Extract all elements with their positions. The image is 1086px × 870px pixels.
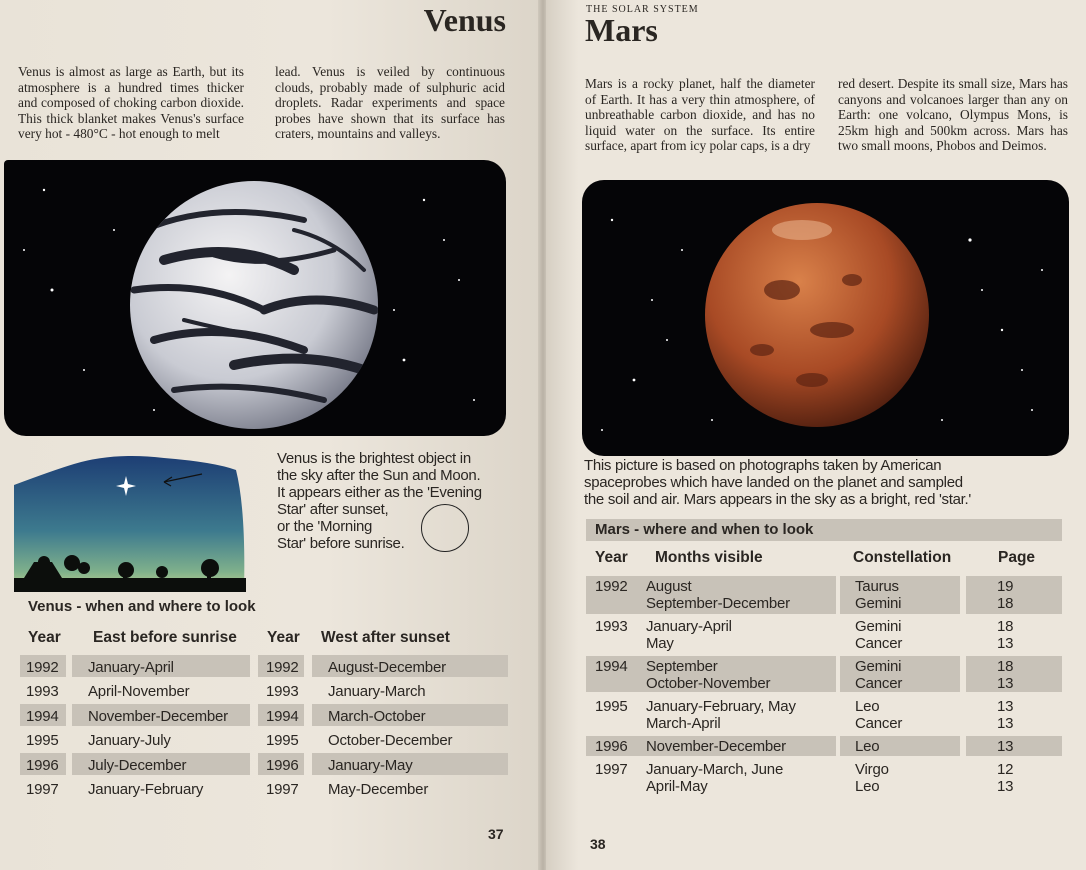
venus-year-west: 1994 xyxy=(266,708,299,725)
venus-photo xyxy=(4,160,506,436)
mars-page-ref: 19 xyxy=(997,578,1014,595)
mars-year: 1997 xyxy=(595,761,628,778)
mars-year: 1994 xyxy=(595,658,628,675)
venus-west-months: March-October xyxy=(328,708,426,725)
mars-page-ref: 18 xyxy=(997,595,1014,612)
mars-col-months: Months visible xyxy=(655,549,763,566)
mars-constellation: Leo xyxy=(855,738,880,755)
venus-east-months: January-April xyxy=(88,659,174,676)
venus-caption-line: It appears either as the 'Evening xyxy=(277,484,482,501)
venus-year-west: 1997 xyxy=(266,781,299,798)
venus-col-west: West after sunset xyxy=(321,629,450,646)
mars-year: 1993 xyxy=(595,618,628,635)
mars-intro-col1: Mars is a rocky planet, half the diameter of Earth. It has a very thin atmosphere, of unbreathable carbon dioxide, and has no liquid water on the surface. Its entire surface, apart from icy polar caps, is a dry xyxy=(585,76,815,153)
mars-caption xyxy=(584,457,1064,508)
venus-year-east: 1993 xyxy=(26,683,59,700)
mars-page-ref: 13 xyxy=(997,778,1014,795)
mars-page xyxy=(546,0,1086,870)
venus-east-months: July-December xyxy=(88,757,187,774)
mars-year: 1995 xyxy=(595,698,628,715)
mars-page-ref: 13 xyxy=(997,698,1014,715)
venus-caption-line: Star' after sunset, xyxy=(277,501,389,518)
venus-year-west: 1995 xyxy=(266,732,299,749)
venus-year-west: 1993 xyxy=(266,683,299,700)
mars-months: November-December xyxy=(646,738,786,755)
mars-constellation: Cancer xyxy=(855,635,903,652)
mars-caption-line: This picture is based on photographs taken by American xyxy=(584,457,942,474)
mars-months: October-November xyxy=(646,675,771,692)
mars-caption-line: spaceprobes which have landed on the planet and sampled xyxy=(584,474,963,491)
venus-year-east: 1992 xyxy=(26,659,59,676)
mars-table-title: Mars - where and when to look xyxy=(595,521,814,538)
venus-year-east: 1997 xyxy=(26,781,59,798)
mars-months: August xyxy=(646,578,692,595)
mars-constellation: Gemini xyxy=(855,595,902,612)
mars-constellation: Leo xyxy=(855,698,880,715)
mars-year: 1996 xyxy=(595,738,628,755)
mars-page-ref: 13 xyxy=(997,675,1014,692)
mars-col-year: Year xyxy=(595,549,628,566)
mars-constellation: Gemini xyxy=(855,658,902,675)
venus-col-year-east: Year xyxy=(28,629,61,646)
venus-east-months: November-December xyxy=(88,708,228,725)
venus-title: Venus xyxy=(423,2,506,38)
venus-west-months: May-December xyxy=(328,781,429,798)
mars-caption-line: the soil and air. Mars appears in the sky as a bright, red 'star.' xyxy=(584,491,971,508)
mars-months: March-April xyxy=(646,715,721,732)
venus-table-title: Venus - when and where to look xyxy=(28,598,256,615)
mars-col-page: Page xyxy=(998,549,1036,566)
mars-intro-col2: red desert. Despite its small size, Mars has canyons and volcanoes larger than any on Earth: one volcano, Olympus Mons, is 25km high and 500km across. Mars has two small moons, Phobos and Deimos. xyxy=(838,76,1068,153)
venus-illustration xyxy=(4,160,506,436)
page-number-left: 37 xyxy=(488,826,504,842)
venus-east-months: April-November xyxy=(88,683,190,700)
venus-year-west: 1996 xyxy=(266,757,299,774)
mars-months: January-February, May xyxy=(646,698,796,715)
mars-illustration xyxy=(582,180,1069,456)
mars-page-ref: 13 xyxy=(997,715,1014,732)
mars-page-ref: 12 xyxy=(997,761,1014,778)
mars-months: January-March, June xyxy=(646,761,784,778)
mars-page-ref: 13 xyxy=(997,635,1014,652)
venus-caption-line: the sky after the Sun and Moon. xyxy=(277,467,481,484)
mars-months: April-May xyxy=(646,778,708,795)
venus-caption-line: or the 'Morning xyxy=(277,518,373,535)
mars-constellation: Cancer xyxy=(855,675,903,692)
mars-photo xyxy=(582,180,1069,456)
venus-intro-col1: Venus is almost as large as Earth, but its atmosphere is a hundred times thicker and composed of choking carbon dioxide. This thick blanket makes Venus's surface very hot - 480°C - hot enough to melt xyxy=(18,64,244,141)
evening-sky-illustration xyxy=(14,450,246,592)
mars-constellation: Gemini xyxy=(855,618,902,635)
mars-page-ref: 13 xyxy=(997,738,1014,755)
page-number-right: 38 xyxy=(590,836,606,852)
venus-year-east: 1994 xyxy=(26,708,59,725)
venus-year-east: 1995 xyxy=(26,732,59,749)
mars-year: 1992 xyxy=(595,578,628,595)
venus-symbol-circle xyxy=(421,504,469,552)
venus-col-year-west: Year xyxy=(267,629,300,646)
venus-year-east: 1996 xyxy=(26,757,59,774)
venus-west-months: January-May xyxy=(328,757,413,774)
venus-east-months: January-February xyxy=(88,781,204,798)
mars-constellation: Taurus xyxy=(855,578,899,595)
venus-west-months: October-December xyxy=(328,732,453,749)
mars-col-constellation: Constellation xyxy=(853,549,952,566)
venus-west-months: August-December xyxy=(328,659,446,676)
venus-year-west: 1992 xyxy=(266,659,299,676)
venus-caption xyxy=(277,450,527,552)
mars-constellation: Virgo xyxy=(855,761,889,778)
section-label: THE SOLAR SYSTEM xyxy=(586,4,699,15)
venus-west-months: January-March xyxy=(328,683,426,700)
mars-months: September xyxy=(646,658,718,675)
mars-page-ref: 18 xyxy=(997,618,1014,635)
venus-page xyxy=(0,0,540,870)
mars-months: May xyxy=(646,635,674,652)
mars-constellation: Cancer xyxy=(855,715,903,732)
venus-east-months: January-July xyxy=(88,732,171,749)
mars-title: Mars xyxy=(585,12,658,48)
venus-caption-line: Star' before sunrise. xyxy=(277,535,405,552)
mars-constellation: Leo xyxy=(855,778,880,795)
mars-months: September-December xyxy=(646,595,790,612)
venus-intro-col2: lead. Venus is veiled by continuous clouds, probably made of sulphuric acid droplets. Radar experiments and space probes have shown that its surface has craters, mountains and valleys. xyxy=(275,64,505,141)
mars-page-ref: 18 xyxy=(997,658,1014,675)
venus-caption-line: Venus is the brightest object in xyxy=(277,450,471,467)
venus-col-east: East before sunrise xyxy=(93,629,237,646)
mars-months: January-April xyxy=(646,618,732,635)
